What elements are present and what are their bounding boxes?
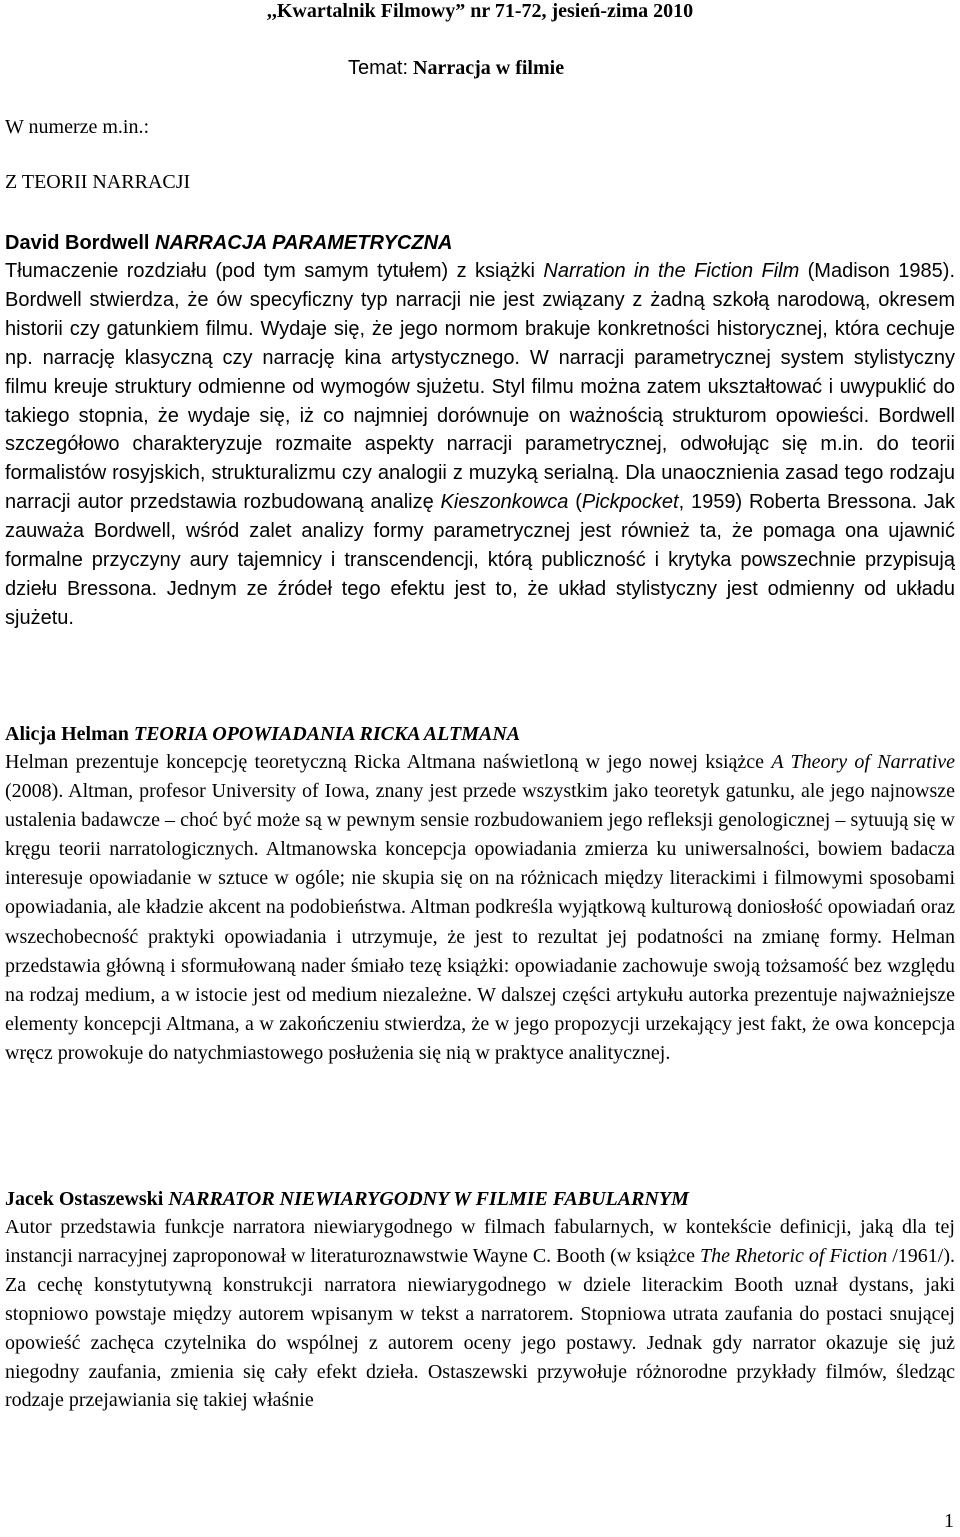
article-bordwell [5, 229, 955, 633]
section-heading: Z TEORII NARRACJI [5, 171, 191, 193]
page-number: 1 [944, 1510, 954, 1532]
article-author: David Bordwell [5, 232, 150, 254]
article-heading [5, 229, 955, 257]
article-helman [5, 720, 955, 1068]
journal-title: ,,Kwartalnik Filmowy” nr 71-72, jesień-zima 2010 [266, 0, 694, 22]
theme-line [348, 57, 564, 80]
article-title: NARRACJA PARAMETRYCZNA [155, 232, 453, 254]
theme-label: Temat: [348, 57, 409, 79]
article-title: NARRATOR NIEWIARYGODNY W FILMIE FABULARNYM [168, 1188, 689, 1210]
article-author: Alicja Helman [5, 723, 129, 745]
article-ostaszewski [5, 1185, 955, 1415]
article-body: Tłumaczenie rozdziału (pod tym samym tytułem) z książki Narration in the Fiction Film (Madison 1985). Bordwell stwierdza, że ów specyficzny typ narracji nie jest związany z żadną szkołą narodową, okresem historii czy gatunkiem filmu. Wydaje się, że jego normom brakuje konkretności historycznej, która cechuje np. narrację klasyczną czy narrację kina artystycznego. W narracji parametrycznej system stylistyczny filmu kreuje struktury odmienne od wymogów sjużetu. Styl filmu można zatem ukształtować i uwypuklić do takiego stopnia, że wydaje się, iż co najmniej dorównuje on ważnością strukturom opowieści. Bordwell szczegółowo charakteryzuje rozmaite aspekty narracji parametrycznej, odwołując się m.in. do teorii formalistów rosyjskich, strukturalizmu czy analogii z muzyką serialną. Dla unaocznienia zasad tego rodzaju narracji autor przedstawia rozbudowaną analizę Kieszonkowca (Pickpocket, 1959) Roberta Bressona. Jak zauważa Bordwell, wśród zalet analizy formy parametrycznej jest również ta, że pomaga ona ujawnić formalne przyczyny aury tajemnicy i transcendencji, którą publiczność i krytyka powszechnie przypisują dziełu Bressona. Jednym ze źródeł tego efektu jest to, że układ stylistyczny jest odmienny od układu sjużetu. [5, 260, 955, 629]
article-heading [5, 720, 955, 748]
article-title: TEORIA OPOWIADANIA RICKA ALTMANA [133, 723, 521, 745]
theme-value: Narracja w filmie [413, 57, 565, 79]
article-body: Autor przedstawia funkcje narratora niewiarygodnego w filmach fabularnych, w kontekście definicji, jaką dla tej instancji narracyjnej zaproponował w literaturoznawstwie Wayne C. Booth (w książce The Rhetoric of Fiction /1961/). Za cechę konstytutywną konstrukcji narratora niewiarygodnego w dziele literackim Booth uznał dystans, jaki stopniowo powstaje między autorem wpisanym w tekst a narratorem. Stopniowa utrata zaufania do postaci snującej opowieść zachęca czytelnika do wspólnej z autorem oceny jego postawy. Jednak gdy narrator okazuje się już niegodny zaufania, zmienia się cały efekt dzieła. Ostaszewski przywołuje różnorodne przykłady filmów, śledząc rodzaje przejawiania się takiej właśnie [5, 1216, 956, 1412]
article-heading [5, 1185, 955, 1213]
in-issue-label: W numerze m.in.: [5, 116, 150, 138]
article-author: Jacek Ostaszewski [5, 1188, 164, 1210]
article-body: Helman prezentuje koncepcję teoretyczną Ricka Altmana naświetloną w jego nowej książce A Theory of Narrative (2008). Altman, profesor University of Iowa, znany jest przede wszystkim jako teoretyk gatunku, ale jego najnowsze ustalenia badawcze – choć być może są w pewnym sensie rozbudowaniem jego refleksji genologicznej – sytuują się w kręgu teorii narratologicznych. Altmanowska koncepcja opowiadania zmierza ku uniwersalności, bowiem badacza interesuje opowiadanie w sztuce w ogóle; nie skupia się on na różnicach między literackimi i filmowymi sposobami opowiadania, ale kładzie akcent na podobieństwa. Altman podkreśla wyjątkową kulturową doniosłość opowiadań oraz wszechobecność praktyki opowiadania i utrzymuje, że jest to rezultat jej podatności na zmianę formy. Helman przedstawia główną i sformułowaną nader śmiało tezę książki: opowiadanie zachowuje swoją tożsamość bez względu na rodzaj medium, a w istocie jest od medium niezależne. W dalszej części artykułu autorka prezentuje najważniejsze elementy koncepcji Altmana, a w zakończeniu stwierdza, że w jego propozycji urzekający jest fakt, że owa koncepcja wręcz prowokuje do natychmiastowego posłużenia się nią w praktyce analitycznej. [5, 751, 955, 1064]
